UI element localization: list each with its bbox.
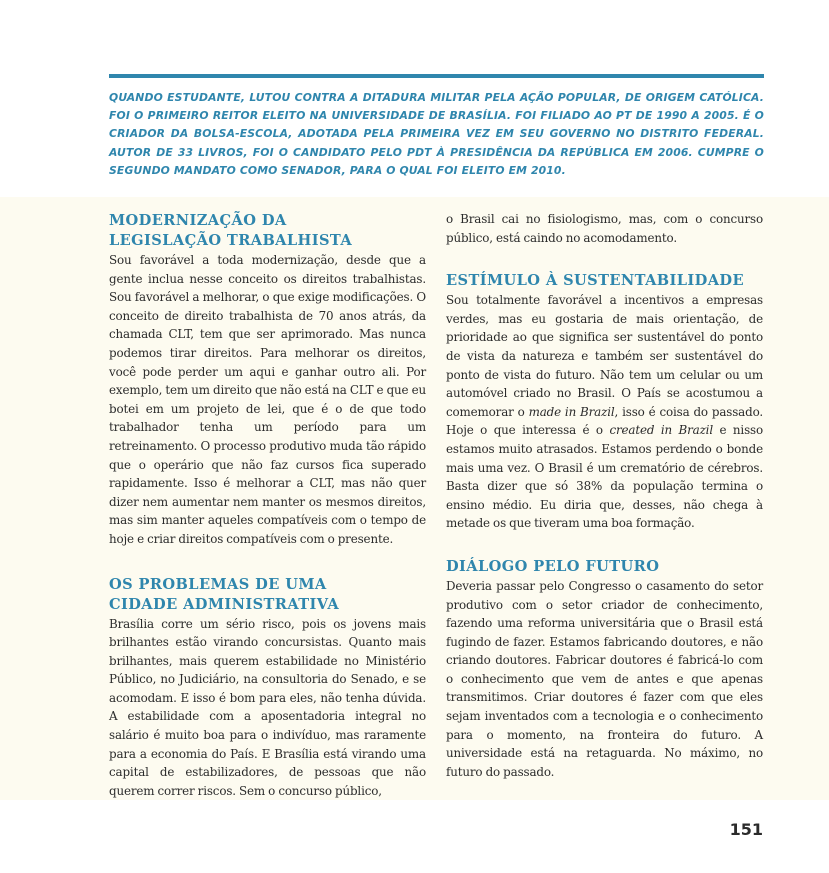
section-body-dialogo: Deveria passar pelo Congresso o casamento do setor produtivo com o setor criador de conhecimento, fazendo uma reforma universitária que o Brasil está fugindo de fazer. Estamos fabricando doutores, e não criando doutores. Fabricar doutores é fabricá-lo com o conhecimento que vem de antes e que apenas transmitimos. Criar doutores é fazer com que eles sejam inventados com a tecnologia e o conhecimento para o momento, na fronteira do futuro. A universidade está na retaguarda. No máximo, no futuro do passado.	[446, 578, 763, 779]
section-title-dialogo: DIÁLOGO PELO FUTURO	[446, 557, 660, 575]
page-number: 151	[729, 820, 763, 839]
body-text: , isso é coisa do passado. Hoje o que interessa é o	[446, 404, 763, 438]
section-title-line: OS PROBLEMAS DE UMA	[109, 575, 327, 593]
section-body-problemas-continuation: o Brasil cai no fisiologismo, mas, com o concurso público, está caindo no acomodamento.	[446, 212, 763, 245]
section-title-problemas	[109, 575, 426, 615]
right-column	[446, 210, 763, 781]
section-body-modernizacao: Sou favorável a toda modernização, desde que a gente inclua nesse conceito os direitos trabalhistas. Sou favorável a melhorar, o que exige modificações. O conceito de direito trabalhista de 70 anos atrás, da chamada CLT, tem que ser aprimorado. Mas nunca podemos tirar direitos. Para melhorar os direitos, você pode perder um aqui e ganhar outro ali. Por exemplo, tem um direito que não está na CLT e que eu botei em um projeto de lei, que é o de que todo trabalhador tenha um período para um retreinamento. O processo produtivo muda tão rápido que o operário que não faz cursos fica superado rapidamente. Isso é melhorar a CLT, mas não quer dizer nem aumentar nem manter os mesmos direitos, mas sim manter aqueles compatíveis com o tempo de hoje e criar direitos compatíveis com o presente.	[109, 253, 426, 546]
section-title-line: MODERNIZAÇÃO DA	[109, 212, 287, 229]
section-body-problemas: Brasília corre um sério risco, pois os jovens mais brilhantes estão virando concursistas. Quanto mais brilhantes, mais querem estabilidade no Ministério Público, no Judiciário, na consultoria do Senado, e se acomodam. E isso é bom para eles, não tenha dúvida. A estabilidade com a aposentadoria integral no salário é muito boa para o indivíduo, mas raramente para a economia do País. E Brasília está virando uma capital de estabilizadores, de pessoas que não querem correr riscos. Sem o concurso público,	[109, 616, 426, 798]
left-column	[109, 211, 426, 800]
section-body-sustentabilidade	[446, 291, 763, 533]
italic-term: created in Brazil	[609, 423, 713, 438]
italic-term: made in Brazil	[528, 404, 615, 419]
author-intro: QUANDO ESTUDANTE, LUTOU CONTRA A DITADURA MILITAR PELA AÇÃO POPULAR, DE ORIGEM CATÓLICA. FOI O PRIMEIRO REITOR ELEITO NA UNIVERSIDADE DE BRASÍLIA. FOI FILIADO AO PT DE 1990 A 2005. É O CRIADOR DA BOLSA-ESCOLA, ADOTADA PELA PRIMEIRA VEZ EM SEU GOVERNO NO DISTRITO FEDERAL. AUTOR DE 33 LIVROS, FOI O CANDIDATO PELO PDT À PRESIDÊNCIA DA REPÚBLICA EM 2006. CUMPRE O SEGUNDO MANDATO COMO SENADOR, PARA O QUAL FOI ELEITO EM 2010.	[109, 91, 764, 177]
body-text: e nisso estamos muito atrasados. Estamos perdendo o bonde mais uma vez. O Brasil é um crematório de cérebros. Basta dizer que só 38% da população termina o ensino médio. Eu diria que, desses, não chega à metade os que tiveram uma boa formação.	[446, 423, 763, 531]
section-title-modernizacao	[109, 211, 426, 251]
section-title-line: LEGISLAÇÃO TRABALHISTA	[109, 232, 353, 249]
section-title-sustentabilidade: ESTÍMULO À SUSTENTABILIDADE	[446, 272, 745, 290]
body-text: Sou totalmente favorável a incentivos a empresas verdes, mas eu gostaria de mais orientação, de prioridade ao que significa ser sustentável do ponto de vista da natureza e também ser sustentável do ponto de vista do futuro. Não tem um celular ou um automóvel criado no Brasil. O País se acostumou a comemorar o	[446, 293, 763, 419]
section-title-line: CIDADE ADMINISTRATIVA	[109, 595, 340, 613]
top-rule	[109, 74, 764, 78]
